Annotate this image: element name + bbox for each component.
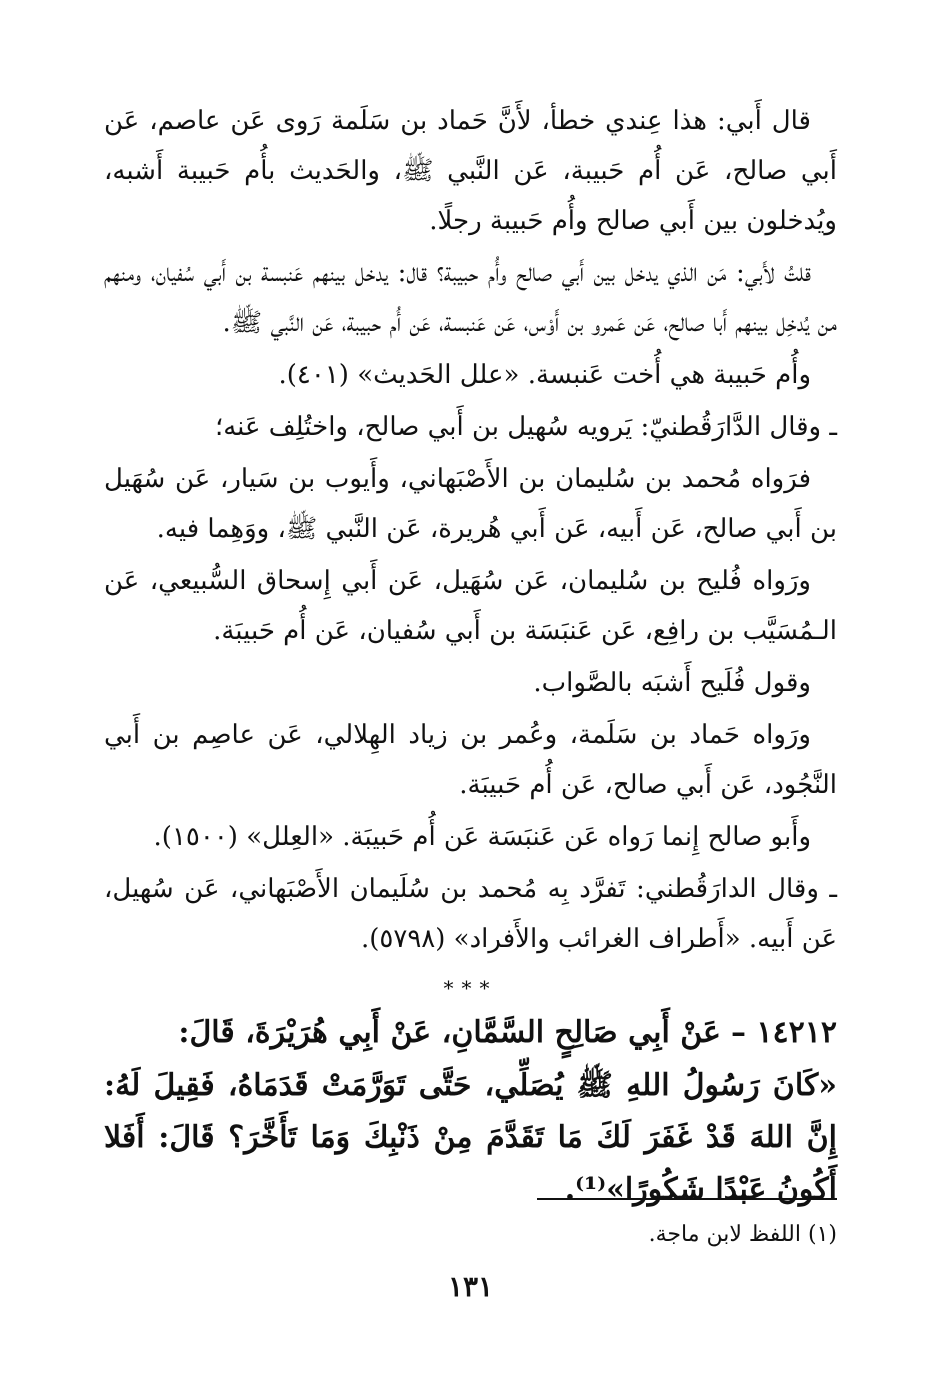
page-number: ١٣١ [447,1270,494,1303]
paragraph: وقول فُلَيح أَشبَه بالصَّواب. [533,668,811,698]
footnote: (١) اللفظ لابن ماجة. [648,1222,837,1247]
paragraph: ورَواه فُليح بن سُليمان، عَن سُهَيل، عَن أَبي إِسحاق السُّبيعي، عَن الـمُسَيَّب بن رافِع، عَن عَنبَسَة بن أَبي سُفيان، عَن أُم حَبيبَة. [104,566,837,646]
paragraph: ورَواه حَماد بن سَلَمة، وعُمر بن زياد الهِلالي، عَن عاصِم بن أَبي النَّجُود، عَن أَبي صالح، عَن أُم حَبيبَة. [104,720,837,800]
paragraph: قال أَبي: هذا عِندي خطأ، لأَنَّ حَماد بن سَلَمة رَوى عَن عاصم، عَن أَبي صالح، عَن أُم حَبيبة، عَن النَّبي ﷺ، والحَديث بأُم حَبيبة أَشبه، ويُدخلون بين أَبي صالح وأُم حَبيبة رجلًا. [104,106,837,236]
section-separator: *** [443,976,498,1000]
paragraph: وأُم حَبيبة هي أُخت عَنبسة. «علل الحَديث» (٤٠١). [278,360,811,390]
paragraph: ـ وقال الدارَقُطني: تَفرَّد بِه مُحمد بن سُلَيمان الأَصْبَهاني، عَن سُهيل، عَن أَبيه. «أَطراف الغرائب والأَفراد» (٥٧٩٨). [104,874,837,954]
paragraph: وأَبو صالح إِنما رَواه عَن عَنبَسَة عَن أُم حَبيبَة. «العِلل» (١٥٠٠). [153,822,811,852]
hadith-chain: عَنْ أَبِي صَالِحٍ السَّمَّانِ، عَنْ أَبِي هُرَيْرَةَ، قَالَ: [178,1015,721,1050]
hadith-heading [104,1006,837,1060]
paragraph: ـ وقال الدَّارَقُطنيّ: يَرويه سُهيل بن أَبي صالح، واختُلِف عَنه؛ [214,412,837,442]
footnote-divider [537,1198,837,1200]
paragraph: قلتُ لأَبي: مَن الذي يدخل بين أَبي صالح وأُم حبيبة؟ قال: يدخل بينهم عَنبسة بن أَبي سُفيان، ومنهم من يُدخِل بينهم أَبا صالح، عَن عَمرو بن أَوْس، عَن عَنبسة، عَن أُم حبيبة، عَن النَّبي ﷺ. [104,258,837,338]
paragraph: فرَواه مُحمد بن سُليمان بن الأَصْبَهاني، وأَيوب بن سَيار، عَن سُهَيل بن أَبي صالح، عَن أَبيه، عَن أَبي هُريرة، عَن النَّبي ﷺ، ووَهِما فيه. [104,464,837,544]
hadith-number: ١٤٢١٢ – [730,1015,837,1050]
hadith-text: «كَانَ رَسُولُ اللهِ ﷺ يُصَلِّي، حَتَّى تَوَرَّمَتْ قَدَمَاهُ، فَقِيلَ لَهُ: إِنَّ اللهَ قَدْ غَفَرَ لَكَ مَا تَقَدَّمَ مِنْ ذَنْبِكَ وَمَا تَأَخَّرَ؟ قَالَ: أَفَلا أَكُونُ عَبْدًا شَكُورًا»⁽¹⁾. [104,1068,837,1207]
